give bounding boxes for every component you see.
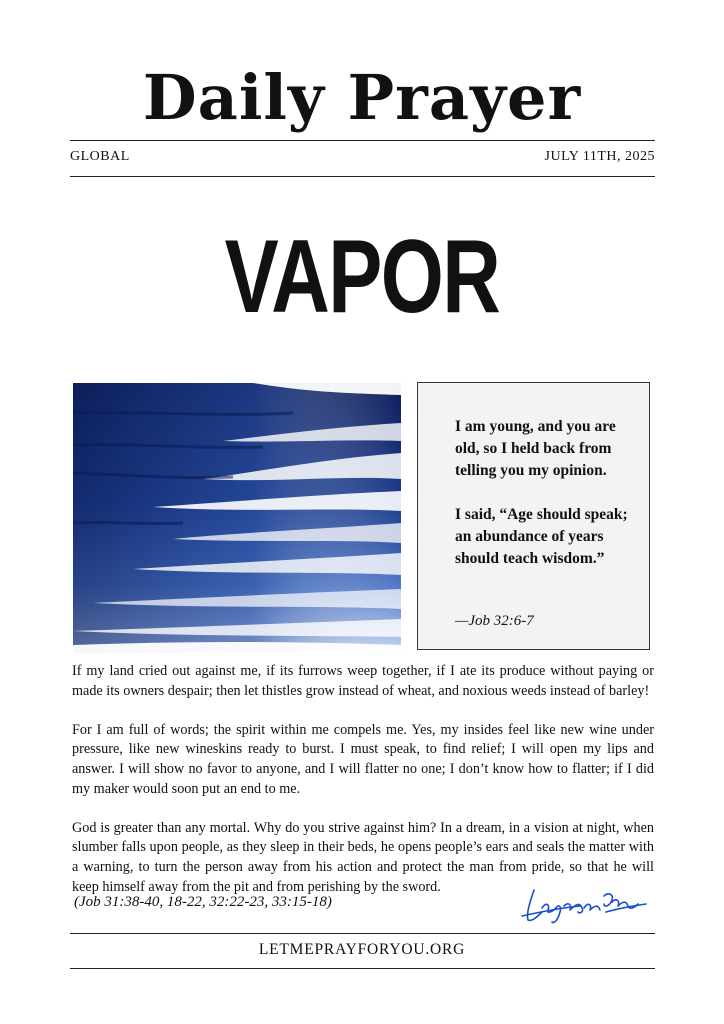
brushstroke-illustration	[73, 383, 401, 653]
divider-top	[70, 140, 655, 141]
scripture-quote	[455, 416, 635, 592]
body-paragraph: God is greater than any mortal. Why do you strive against him? In a dream, in a vision at night, when slumber falls upon people, as they sleep in their beds, he opens people’s ears and seals the matter with a warning, to turn the person away from his action and protect the man from pride, so that he will keep himself away from the pit and from perishing by the sword.	[72, 819, 654, 895]
quote-line: I said, “Age should speak; an abundance of years should teach wisdom.”	[455, 506, 628, 567]
issue-date: JULY 11TH, 2025	[544, 149, 655, 164]
quote-line: I am young, and you are old, so I held back from telling you my opinion.	[455, 418, 616, 479]
signature	[520, 882, 650, 926]
brushstroke-image	[73, 383, 401, 653]
body-paragraph: If my land cried out against me, if its furrows weep together, if I ate its produce without paying or made its owners despair; then let thistles grow instead of wheat, and noxious weeds instead of barley!	[72, 663, 654, 699]
article-body	[72, 662, 654, 917]
masthead-title: Daily Prayer	[142, 61, 582, 134]
divider-under-dateline	[70, 176, 655, 177]
dateline	[70, 149, 655, 169]
signature-mark	[520, 882, 650, 926]
headline: VAPOR	[224, 219, 500, 335]
scripture-quote-box	[417, 382, 650, 650]
location-label: GLOBAL	[70, 149, 130, 164]
divider-footer-top	[70, 933, 655, 934]
footer-url[interactable]: LETMEPRAYFORYOU.ORG	[258, 941, 466, 958]
divider-footer-bottom	[70, 968, 655, 969]
scripture-citation: (Job 31:38-40, 18-22, 32:22-23, 33:15-18)	[74, 894, 332, 910]
quote-reference: —Job 32:6-7	[455, 613, 534, 629]
body-paragraph: For I am full of words; the spirit within me compels me. Yes, my insides feel like new wine under pressure, like new wineskins ready to burst. I must speak, to find relief; I will open my lips and answer. I will show no favor to anyone, and I will flatter no one; I don’t know how to flatter; if I did my maker would soon put an end to me.	[72, 721, 654, 797]
